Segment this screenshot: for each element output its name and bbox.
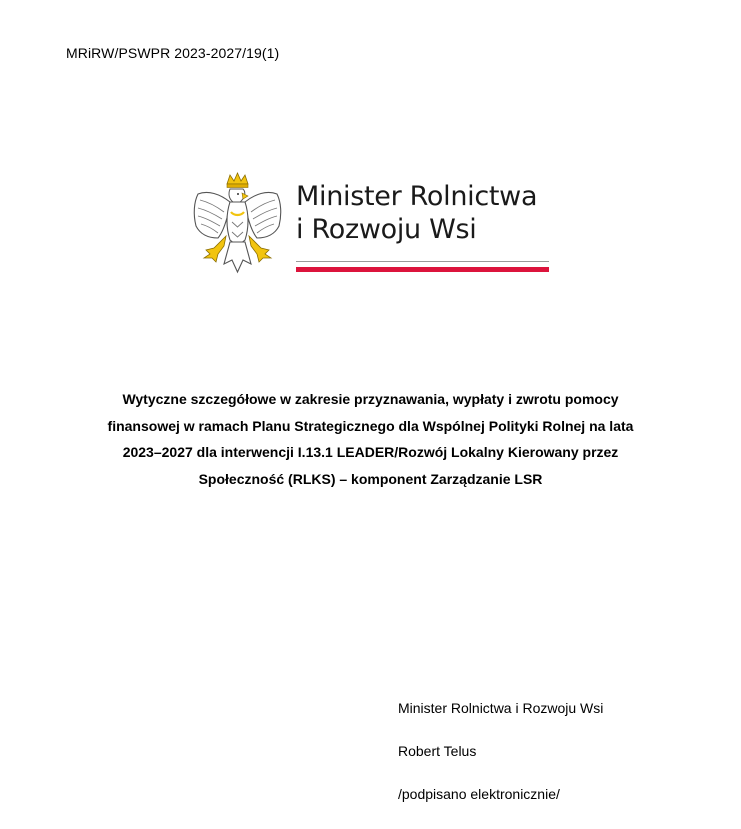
- document-title: [60, 386, 681, 492]
- title-line: Wytyczne szczegółowe w zakresie przyznawania, wypłaty i zwrotu pomocy: [122, 391, 619, 407]
- signatory-name: Robert Telus: [398, 743, 477, 759]
- title-line: finansowej w ramach Planu Strategicznego dla Wspólnej Polityki Rolnej na lata: [107, 417, 634, 434]
- polish-white-eagle-icon: [190, 172, 285, 276]
- signature-block: [398, 700, 603, 829]
- title-line: 2023–2027 dla interwencji I.13.1 LEADER/Rozwój Lokalny Kierowany przez: [122, 444, 619, 460]
- ministry-name: [296, 180, 537, 246]
- flag-red-stripe: [296, 267, 549, 272]
- signature-status: /podpisano elektronicznie/: [398, 786, 560, 802]
- document-reference: MRiRW/PSWPR 2023-2027/19(1): [66, 45, 280, 61]
- ministry-name-line-2: i Rozwoju Wsi: [296, 214, 477, 245]
- ministry-name-line-1: Minister Rolnictwa: [296, 181, 538, 212]
- title-line: Społeczność (RLKS) – komponent Zarządzanie LSR: [198, 470, 543, 487]
- signatory-office: Minister Rolnictwa i Rozwoju Wsi: [398, 700, 604, 716]
- national-flag-bar: [296, 261, 549, 272]
- ministry-logo: [190, 168, 552, 278]
